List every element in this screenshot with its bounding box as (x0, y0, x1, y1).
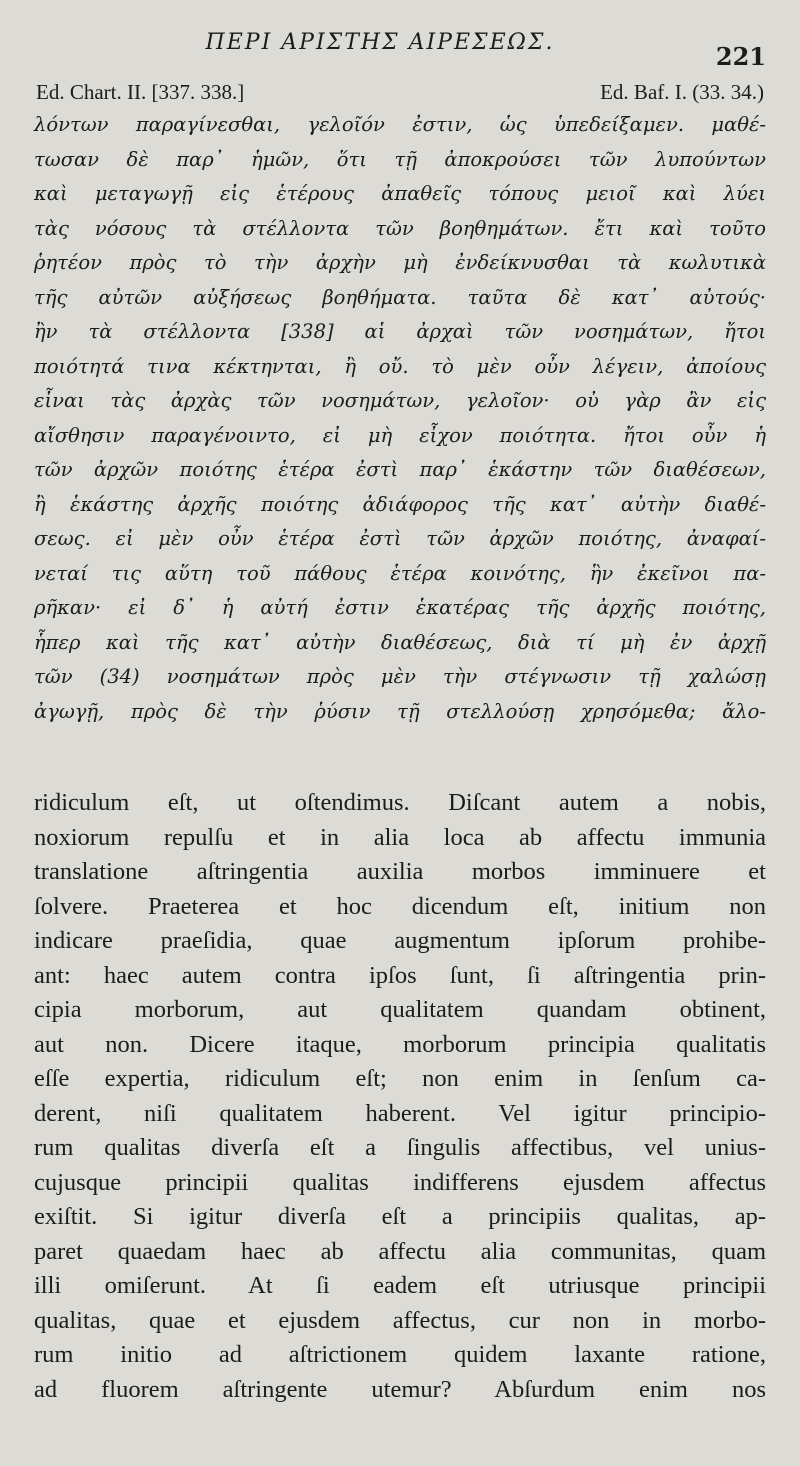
greek-text-line: ἀγωγῇ, πρὸς δὲ τὴν ῥύσιν τῇ στελλούσῃ χρησόμεθα; ἄλο- (34, 699, 766, 723)
greek-text-line: ἢ ἑκάστης ἀρχῆς ποιότης ἀδιάφορος τῆς κατ᾽ αὐτὴν διαθέ- (34, 492, 766, 516)
greek-text-line: ἧπερ καὶ τῆς κατ᾽ αὐτὴν διαθέσεως, διὰ τί μὴ ἐν ἀρχῇ (34, 630, 766, 654)
greek-text-line: τῶν ἀρχῶν ποιότης ἑτέρα ἐστὶ παρ᾽ ἑκάστην τῶν διαθέσεων, (34, 458, 766, 481)
latin-text-line: ridiculum eſt, ut oſtendimus. Diſcant autem a nobis, (34, 789, 766, 816)
edition-reference-left: Ed. Chart. II. [337. 338.] (36, 80, 245, 104)
edition-reference-right: Ed. Baf. I. (33. 34.) (600, 80, 764, 104)
latin-text-line: indicare praeſidia, quae augmentum ipſorum prohibe- (34, 927, 766, 954)
greek-text-line: ῥητέον πρὸς τὸ τὴν ἀρχὴν μὴ ἐνδείκνυσθαι τὰ κωλυτικὰ (34, 251, 766, 274)
latin-text-line: cipia morborum, aut qualitatem quandam obtinent, (34, 996, 766, 1023)
greek-text-line: τῆς αὐτῶν αὐξήσεως βοηθήματα. ταῦτα δὲ κατ᾽ αὐτούς· (34, 285, 766, 309)
latin-text-line: ad fluorem aſtringente utemur? Abſurdum enim nos (34, 1375, 766, 1403)
greek-text-line: τὰς νόσους τὰ στέλλοντα τῶν βοηθημάτων. ἔτι καὶ τοῦτο (34, 216, 766, 240)
latin-text-line: rum qualitas diverſa eſt a ſingulis affectibus, vel unius- (34, 1134, 766, 1161)
greek-text-line: αἴσθησιν παραγένοιντο, εἰ μὴ εἶχον ποιότητα. ἤτοι οὖν ἡ (34, 423, 766, 447)
greek-text-line: τωσαν δὲ παρ᾽ ἡμῶν, ὅτι τῇ ἀποκρούσει τῶν λυπούντων (34, 147, 766, 171)
latin-text-line: derent, niſi qualitatem haberent. Vel igitur principio- (34, 1099, 766, 1127)
latin-text-line: rum initio ad aſtrictionem quidem laxante ratione, (34, 1341, 766, 1368)
latin-text-line: cujusque principii qualitas indifferens ejusdem affectus (34, 1168, 766, 1196)
latin-text-line: eſſe expertia, ridiculum eſt; non enim in ſenſum ca- (34, 1065, 766, 1092)
greek-text-line: τῶν (34) νοσημάτων πρὸς μὲν τὴν στέγνωσιν τῇ χαλώσῃ (34, 665, 766, 688)
latin-text-line: qualitas, quae et ejusdem affectus, cur non in morbo- (34, 1306, 766, 1334)
latin-text-line: noxiorum repulſu et in alia loca ab affectu immunia (34, 823, 766, 851)
greek-text-line: σεως. εἰ μὲν οὖν ἑτέρα ἐστὶ τῶν ἀρχῶν ποιότης, ἀναφαί- (34, 527, 766, 550)
latin-text-block (34, 786, 766, 1407)
latin-text-line: ſolvere. Praeterea et hoc dicendum eſt, initium non (34, 892, 766, 920)
greek-text-line: εἶναι τὰς ἀρχὰς τῶν νοσημάτων, γελοῖον· οὐ γὰρ ἂν εἰς (34, 389, 766, 412)
latin-text-line: illi omiſerunt. At ſi eadem eſt utriusque principii (34, 1272, 766, 1299)
latin-text-line: paret quaedam haec ab affectu alia communitas, quam (34, 1237, 766, 1265)
greek-text-line: ἢν τὰ στέλλοντα [338] αἱ ἀρχαὶ τῶν νοσημάτων, ἤτοι (34, 320, 766, 343)
latin-text-line: aut non. Dicere itaque, morborum principia qualitatis (34, 1030, 766, 1058)
running-title: ΠΕΡΙ ΑΡΙΣΤΗΣ ΑΙΡΕΣΕΩΣ. (205, 30, 555, 55)
greek-text-line: λόντων παραγίνεσθαι, γελοῖόν ἐστιν, ὡς ὑπεδείξαμεν. μαθέ- (34, 113, 766, 136)
greek-text-line: ποιότητά τινα κέκτηνται, ἢ οὔ. τὸ μὲν οὖν λέγειν, ἀποίους (34, 354, 766, 378)
greek-text-line: καὶ μεταγωγῇ εἰς ἑτέρους ἀπαθεῖς τόπους μειοῖ καὶ λύει (34, 182, 766, 205)
page-number: 221 (715, 42, 766, 71)
latin-text-line: translatione aſtringentia auxilia morbos imminuere et (34, 858, 766, 885)
latin-text-line: exiſtit. Si igitur diverſa eſt a principiis qualitas, ap- (34, 1203, 766, 1230)
greek-text-block (34, 108, 766, 729)
latin-text-line: ant: haec autem contra ipſos ſunt, ſi aſtringentia prin- (34, 961, 766, 989)
greek-text-line: νεταί τις αὕτη τοῦ πάθους ἑτέρα κοινότης, ἣν ἐκεῖνοι πα- (34, 561, 766, 585)
greek-text-line: ρῆκαν· εἰ δ᾽ ἡ αὐτή ἐστιν ἑκατέρας τῆς ἀρχῆς ποιότης, (34, 596, 766, 619)
